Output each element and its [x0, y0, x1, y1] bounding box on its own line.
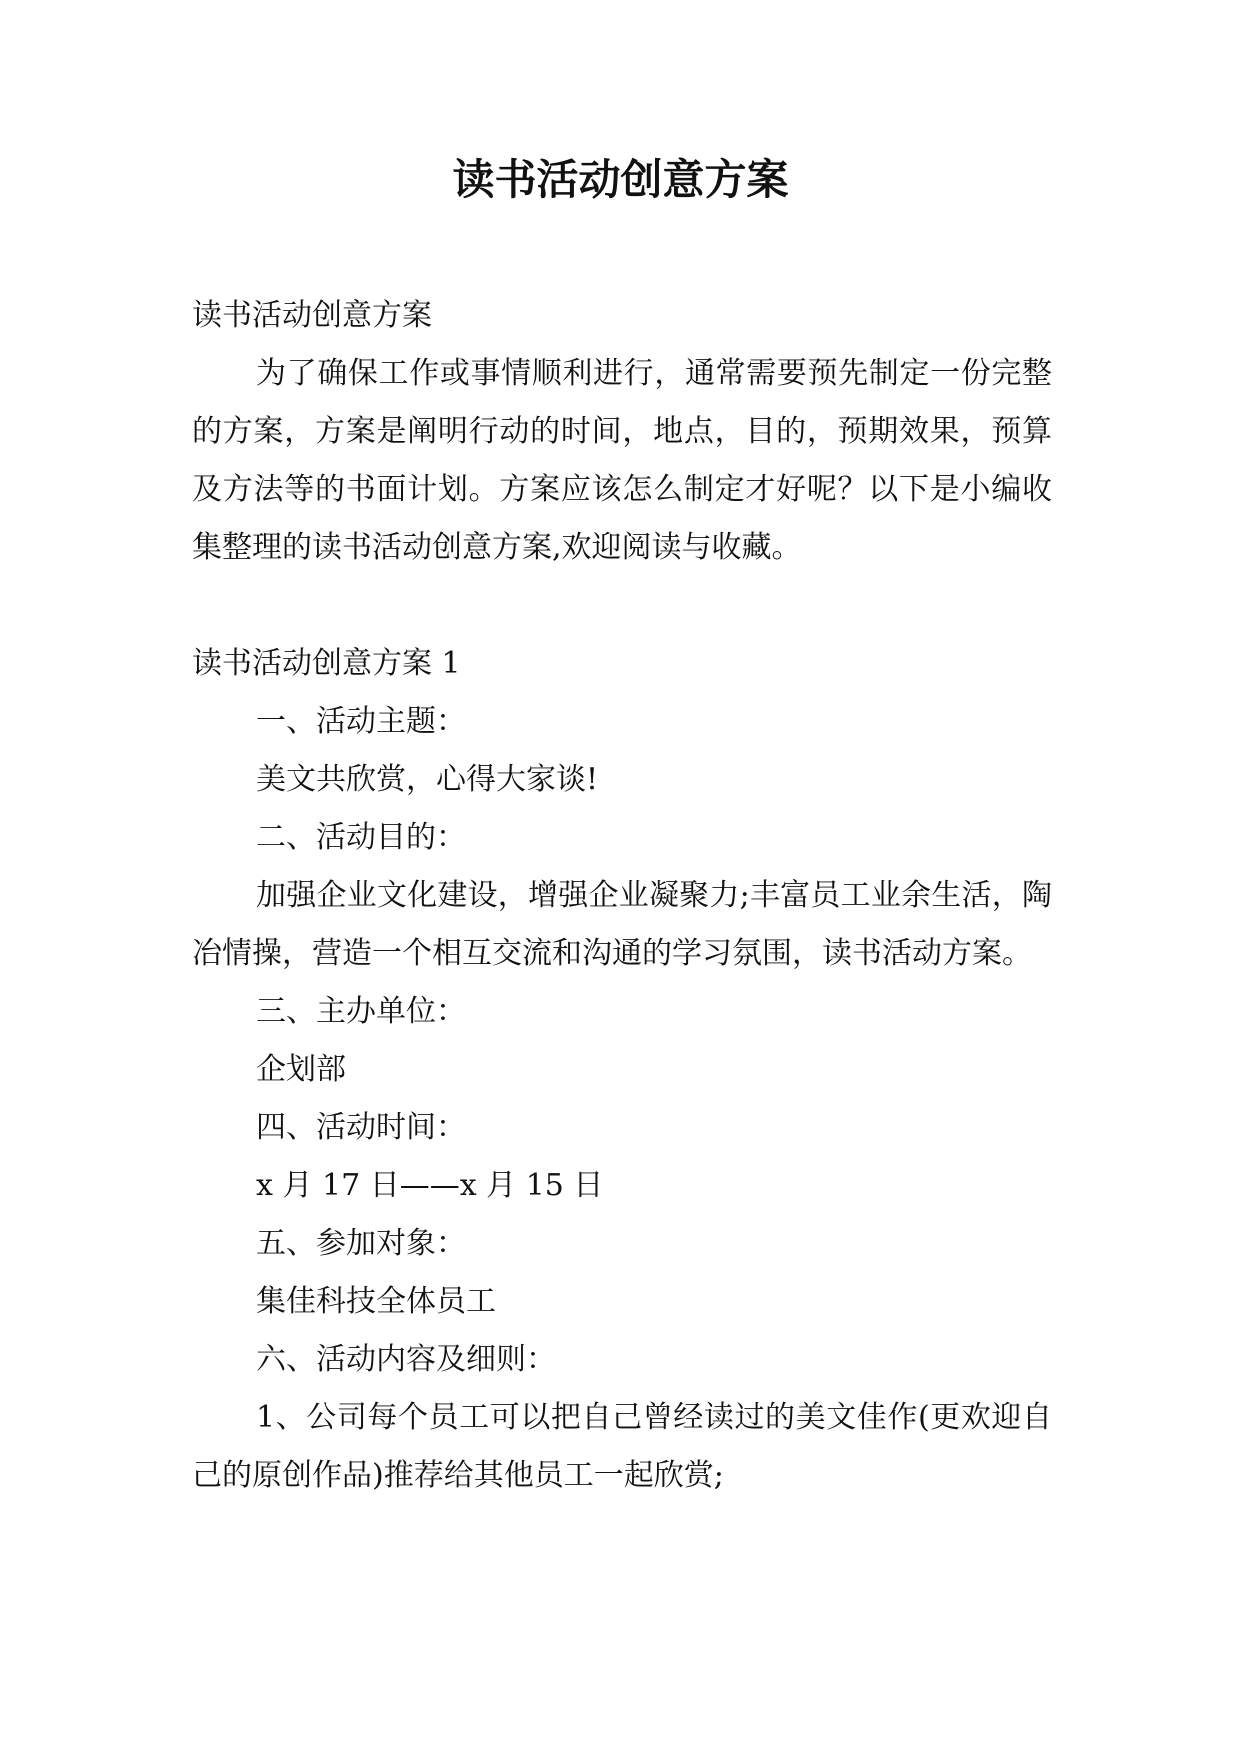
organizer-text: 企划部 — [256, 1052, 346, 1087]
heading-organizer: 三、主办单位： — [256, 994, 466, 1029]
document-body — [192, 287, 1052, 1505]
purpose-paragraph: 加强企业文化建设，增强企业凝聚力;丰富员工业余生活，陶冶情操，营造一个相互交流和沟通的学习氛围，读书活动方案。 — [192, 878, 1052, 971]
rule-1-paragraph: 1、公司每个员工可以把自己曾经读过的美文佳作(更欢迎自己的原创作品)推荐给其他员工一起欣赏; — [192, 1400, 1052, 1493]
document-subtitle: 读书活动创意方案 — [192, 298, 432, 333]
heading-theme: 一、活动主题： — [256, 704, 466, 739]
heading-participants: 五、参加对象： — [256, 1226, 466, 1261]
heading-time: 四、活动时间： — [256, 1110, 466, 1145]
participants-text: 集佳科技全体员工 — [256, 1284, 496, 1319]
heading-purpose: 二、活动目的： — [256, 820, 466, 855]
time-text: x 月 17 日——x 月 15 日 — [256, 1168, 604, 1203]
section-title: 读书活动创意方案 1 — [192, 646, 461, 681]
theme-text: 美文共欣赏，心得大家谈! — [256, 762, 599, 797]
intro-paragraph: 为了确保工作或事情顺利进行，通常需要预先制定一份完整的方案，方案是阐明行动的时间，地点，目的，预期效果，预算及方法等的书面计划。方案应该怎么制定才好呢？以下是小编收集整理的读书活动创意方案,欢迎阅读与收藏。 — [192, 356, 1052, 565]
heading-content: 六、活动内容及细则： — [256, 1342, 556, 1377]
document-title: 读书活动创意方案 — [452, 155, 789, 204]
